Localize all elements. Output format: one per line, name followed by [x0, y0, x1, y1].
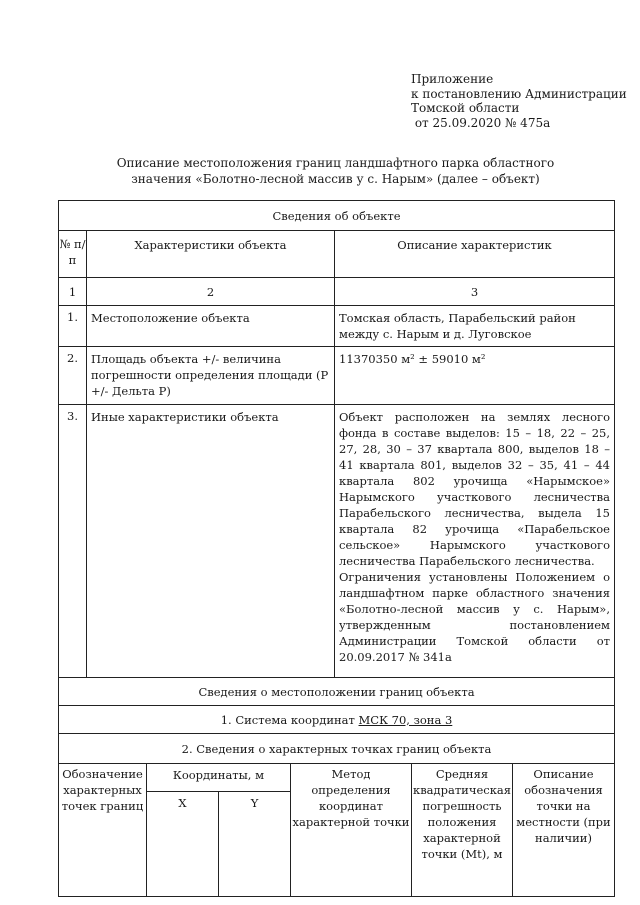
points-col-designation: Обозначение характерных точек границ: [59, 764, 147, 897]
header-row: [59, 231, 615, 278]
points-col-coordinates: Координаты, м: [147, 764, 291, 792]
table-row: [59, 347, 615, 405]
appendix-header: [411, 72, 627, 130]
header-num: № п/п: [59, 231, 87, 278]
table-row: [59, 306, 615, 347]
section-heading: Сведения об объекте: [59, 201, 615, 231]
coord-system-value: МСК 70, зона 3: [358, 712, 453, 727]
description-paragraph: Объект расположен на землях лесного фонда в составе выделов: 15 – 18, 22 – 25, 27, 28, 30 – 37 квартала 800, выделов 18 – 41 квартала 801, выделов 32 – 35, 41 – 44 квартала 802 урочища «Нарымское» Нарымского участкового лесничества Парабельского лесничества, выдела 15 квартала 82 урочища «Парабельское сельское» Нарымского участкового лесничества Парабельского лесничества.: [339, 410, 610, 568]
row-characteristic: Площадь объекта +/- величина погрешности определения площади (Р +/- Дельта Р): [87, 347, 335, 405]
row-characteristic: Иные характеристики объекта: [87, 405, 335, 678]
description-paragraph: Ограничения установлены Положением о ландшафтном парке областного значения «Болотно-лесной массив у с. Нарым», утвержденным постановлением Администрации Томской области от 20.09.2017 № 341а: [339, 570, 610, 664]
row-description: 11370350 м² ± 59010 м²: [335, 347, 615, 405]
col-number: 1: [59, 278, 87, 306]
row-num: 2.: [59, 347, 87, 405]
appendix-date: от 25.09.2020 № 475а: [411, 115, 551, 130]
points-heading: 2. Сведения о характерных точках границ объекта: [59, 734, 615, 764]
points-col-x: X: [147, 792, 219, 897]
header-characteristics: Характеристики объекта: [87, 231, 335, 278]
row-num: 3.: [59, 405, 87, 678]
points-heading-row: [59, 734, 615, 764]
boundary-heading-row: [59, 678, 615, 706]
boundary-heading: Сведения о местоположении границ объекта: [59, 678, 615, 706]
points-col-method: Метод определения координат характерной точки: [291, 764, 412, 897]
col-number: 2: [87, 278, 335, 306]
title-line: Описание местоположения границ ландшафтного парка областного: [116, 156, 555, 170]
header-description: Описание характеристик: [335, 231, 615, 278]
row-num: 1.: [59, 306, 87, 347]
points-col-y: Y: [219, 792, 291, 897]
coord-system-row: [59, 706, 615, 734]
points-table: [58, 763, 615, 897]
appendix-line: к постановлению Администрации: [411, 86, 627, 101]
column-number-row: [59, 278, 615, 306]
appendix-line: Томской области: [411, 101, 520, 115]
object-info-table: [58, 200, 615, 764]
row-description: Томская область, Парабельский район между с. Нарым и д. Луговское: [335, 306, 615, 347]
title-line: значения «Болотно-лесной массив у с. Нарым» (далее – объект): [131, 172, 540, 186]
coord-system: [59, 706, 615, 734]
coord-system-label: 1. Система координат: [220, 712, 359, 727]
points-header-row: [59, 764, 615, 792]
points-col-description: Описание обозначения точки на местности (при наличии): [513, 764, 615, 897]
appendix-line: Приложение: [411, 72, 494, 86]
row-characteristic: Местоположение объекта: [87, 306, 335, 347]
points-col-error: Средняя квадратическая погрешность положения характерной точки (Mt), м: [412, 764, 513, 897]
table-row: [59, 405, 615, 678]
section-heading-row: [59, 201, 615, 231]
document-title: [58, 155, 613, 187]
row-description: [335, 405, 615, 678]
col-number: 3: [335, 278, 615, 306]
